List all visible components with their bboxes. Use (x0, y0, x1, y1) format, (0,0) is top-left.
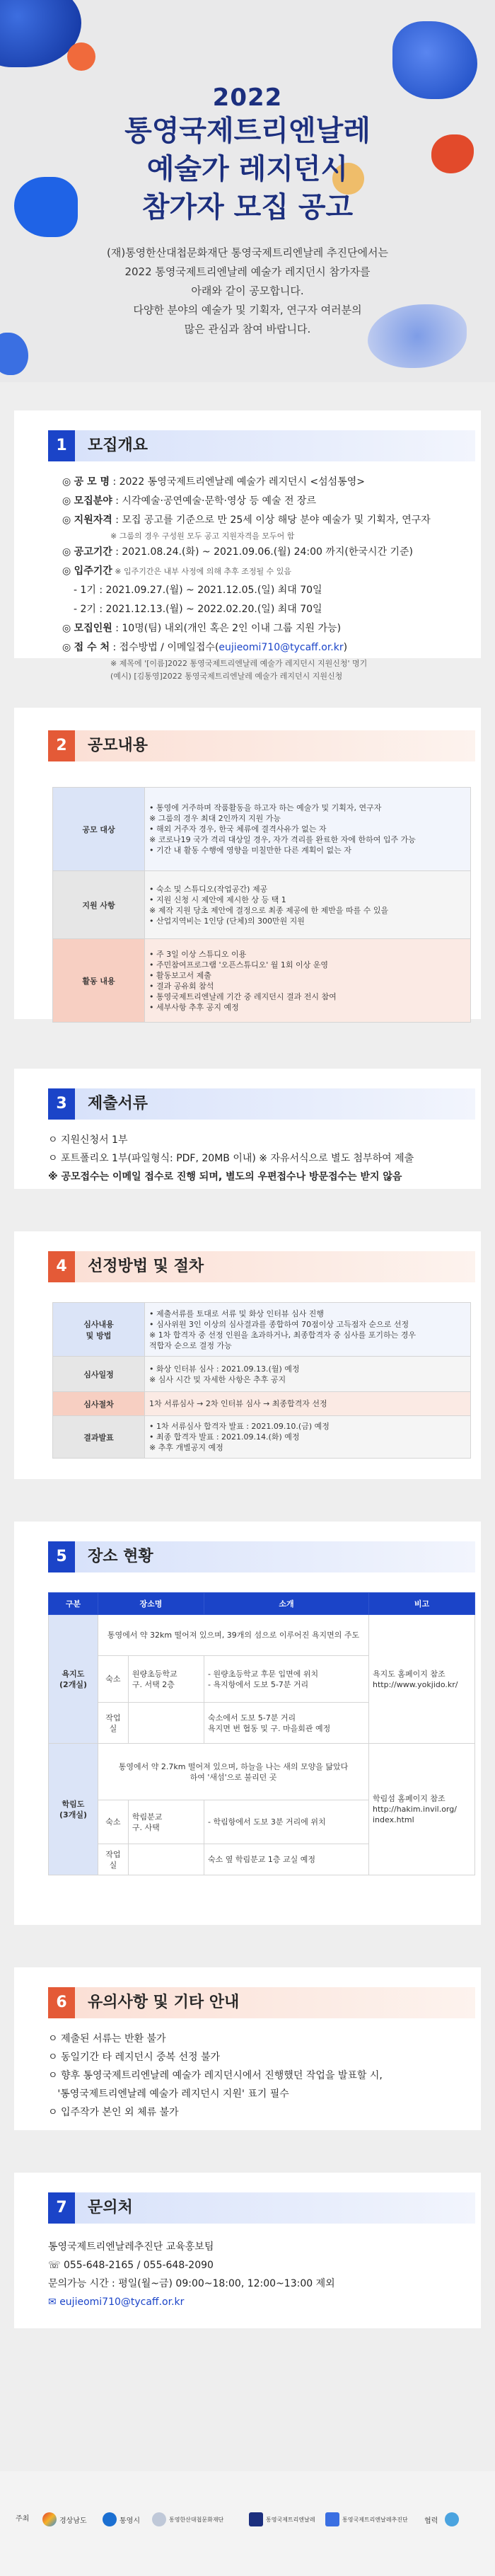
section-number: 6 (48, 1987, 75, 2018)
logo-committee (325, 2512, 408, 2526)
logo-text: 경상남도 (59, 2517, 87, 2525)
content-line: ※ 그룹의 경우 최대 2인까지 지원 가능 (149, 814, 281, 823)
note-item: '통영국제트리엔날레 예술가 레지던시 지원' 표기 필수 (48, 2088, 289, 2100)
content-line: 1차 서류심사 → 2차 인터뷰 심사 → 최종합격자 선정 (149, 1399, 327, 1408)
section-card-documents (14, 1069, 481, 1189)
notes-list (48, 2030, 472, 2122)
section-header (48, 1251, 475, 1282)
logo-text: 통영국제트리엔날레 (266, 2516, 315, 2523)
overview-item: ◎ 공고기간 : 2021.08.24.(화) ~ 2021.09.06.(월) 24:00 까지(한국시간 기준) (62, 546, 413, 558)
venue-name: 원량초등학교 구. 서택 2층 (128, 1656, 204, 1703)
section-card-selection (14, 1231, 481, 1479)
hero-intro (0, 243, 495, 339)
region-intro: 통영에서 약 32km 떨어져 있으며, 39개의 섬으로 이루어진 욕지면의 주도 (98, 1615, 369, 1656)
overview-note: (예시) [김통영]2022 통영국제트리엔날레 예술가 레지던시 지원신청 (110, 672, 343, 681)
section-card-notes (14, 1967, 481, 2130)
content-line: • 지원 신청 시 제안에 제시한 상 등 택 1 (149, 895, 286, 904)
content-line: • 산업지역비는 1인당 (단체)의 300만원 지원 (149, 916, 305, 926)
section-header (48, 730, 475, 761)
overview-item: ◎ 모집분야 : 시각예술·공연예술·문학·영상 등 예술 전 장르 (62, 495, 316, 507)
email-icon: ✉ (48, 2296, 60, 2308)
note-item: ㅇ 제출된 서류는 반환 불가 (48, 2033, 166, 2045)
column-header: 비고 (369, 1593, 475, 1615)
content-line: ※ 추후 개별공지 예정 (149, 1443, 223, 1452)
overview-note: ※ 제목에 '[이름]2022 통영국제트리엔날레 예술가 레지던시 지원신청' 명기 (110, 659, 368, 668)
partner-label-text: 협력 (424, 2517, 438, 2525)
section-title: 선정방법 및 절차 (75, 1251, 475, 1282)
contact-email-row (48, 2293, 472, 2311)
tongyeong-logo-icon (103, 2512, 117, 2526)
section-card-overview (14, 410, 481, 681)
table-row (53, 871, 471, 939)
overview-item: ◎ 공 모 명 : 2022 통영국제트리엔날레 예술가 레지던시 <섬섬통영> (62, 476, 365, 488)
overview-item: ◎ 입주기간 ※ 입주기간은 내부 사정에 의해 추후 조정될 수 있음 (62, 565, 291, 577)
row-label: 지원 사항 (53, 871, 145, 939)
email-link[interactable]: eujieomi710@tycaff.or.kr (219, 642, 344, 653)
note-item: ㅇ 향후 통영국제트리엔날레 예술가 레지던시에서 진행했던 작업을 발표할 시, (48, 2070, 383, 2081)
intro-line: 2022 통영국제트리엔날레 예술가 레지던시 참가자를 (124, 265, 371, 278)
section-header (48, 1088, 475, 1120)
venue-desc: - 원량초등학교 후문 입면에 위치 - 욕지항에서 도보 5-7분 거리 (204, 1656, 369, 1703)
content-line: • 심사위원 3인 이상의 심사결과를 종합하여 70점이상 고득점자 순으로 선정 (149, 1319, 409, 1329)
intro-line: 아래와 같이 공모합니다. (191, 284, 304, 297)
table-row (53, 788, 471, 871)
section-title: 모집개요 (75, 430, 475, 461)
host-label-text: 주최 (16, 2515, 30, 2523)
overview-item: ◎ 모집인원 : 10명(팀) 내외(개인 혹은 2인 이내 그룹 지원 가능) (62, 623, 342, 634)
hero-title-line: 통영국제트리엔날레 (124, 115, 371, 147)
venue-kind: 작업실 (98, 1844, 129, 1875)
partner-logo-icon (445, 2512, 459, 2526)
venue-name (128, 1703, 204, 1744)
section-card-contact (14, 2173, 481, 2328)
intro-line: 다양한 분야의 예술가 및 기획자, 연구자 여러분의 (133, 304, 362, 316)
venue-kind: 숙소 (98, 1656, 129, 1703)
venue-desc: 숙소 옆 학림분교 1층 교실 예정 (204, 1844, 369, 1875)
logo-text: 통영한산대첩문화재단 (169, 2516, 224, 2523)
selection-table (52, 1302, 471, 1459)
logo-text: 통영시 (120, 2517, 140, 2525)
row-label: 심사일정 (53, 1357, 145, 1392)
row-content (145, 1303, 471, 1357)
gyeongnam-logo-icon (42, 2512, 57, 2526)
row-content (145, 1416, 471, 1459)
content-line: • 주 3일 이상 스튜디오 이용 (149, 949, 247, 959)
logo-tongyeong (103, 2512, 140, 2526)
venue-name (128, 1844, 204, 1875)
partner-label (424, 2512, 459, 2526)
venue-kind: 작업실 (98, 1703, 129, 1744)
row-content (145, 1392, 471, 1416)
table-row (53, 1357, 471, 1392)
content-line: • 1차 서류심사 합격자 발표 : 2021.09.10.(금) 예정 (149, 1422, 330, 1431)
region-note: 학림섬 홈페이지 참조 http://hakim.invil.org/ index.html (369, 1744, 475, 1875)
logo-gyeongnam (42, 2512, 87, 2526)
section-title: 장소 현황 (75, 1541, 475, 1572)
row-content (145, 788, 471, 871)
column-header: 소개 (204, 1593, 369, 1615)
host-label (16, 2512, 29, 2523)
hero-year: 2022 (212, 84, 283, 112)
content-line: • 최종 합격자 발표 : 2021.09.14.(화) 예정 (149, 1432, 300, 1442)
overview-list (62, 473, 458, 683)
content-line: • 화상 인터뷰 심사 : 2021.09.13.(월) 예정 (149, 1364, 300, 1374)
hero-title-line: 예술가 레지던시 (146, 153, 349, 185)
content-line: • 통영국제트리엔날레 기간 중 레지던시 결과 전시 참여 (149, 991, 337, 1001)
row-label: 활동 내용 (53, 939, 145, 1023)
content-line: • 제출서류를 토대로 서류 및 화상 인터뷰 심사 진행 (149, 1309, 324, 1318)
content-line: • 숙소 및 스튜디오(작업공간) 제공 (149, 884, 268, 894)
contact-org: 통영국제트리엔날레추진단 교육홍보팀 (48, 2241, 214, 2253)
logo-triennale (249, 2512, 315, 2526)
venue-desc: 숙소에서 도보 5-7분 거리 욕지면 번 협동 및 구. 마을회관 예정 (204, 1703, 369, 1744)
section-title: 제출서류 (75, 1088, 475, 1120)
foundation-logo-icon (152, 2512, 166, 2526)
hero-title-line: 참가자 모집 공고 (141, 191, 354, 224)
hero-banner (0, 0, 495, 382)
section-title: 공모내용 (75, 730, 475, 761)
content-line: • 활동보고서 제출 (149, 970, 211, 980)
intro-line: (재)통영한산대첩문화재단 통영국제트리엔날레 추진단에서는 (107, 246, 388, 259)
content-line: ※ 심사 시간 및 자세한 사항은 추후 공지 (149, 1374, 286, 1384)
region-label: 학림도 (3개실) (49, 1744, 98, 1875)
contact-hours: 문의가능 시간 : 평일(월~금) 09:00~18:00, 12:00~13:00 제외 (48, 2278, 335, 2289)
row-label: 결과발표 (53, 1416, 145, 1459)
documents-list (48, 1131, 472, 1186)
section-number: 1 (48, 430, 75, 461)
section-header (48, 1541, 475, 1572)
document-item: ㅇ 지원신청서 1부 (48, 1134, 128, 1146)
content-line: • 기간 내 활동 수행에 영향을 미칠만한 다른 계획이 없는 자 (149, 846, 351, 855)
venue-kind: 숙소 (98, 1800, 129, 1844)
logo-text: 통영국제트리엔날레추진단 (342, 2516, 408, 2523)
content-table (52, 787, 471, 1023)
content-line: • 세부사항 추후 공지 예정 (149, 1002, 239, 1012)
section-title: 문의처 (75, 2192, 475, 2224)
contact-phone: ☏ 055-648-2165 / 055-648-2090 (48, 2260, 214, 2271)
overview-item: ◎ 접 수 처 : 접수방법 / 이메일접수(eujieomi710@tycaff.or.kr) (62, 642, 348, 653)
row-label: 심사절차 (53, 1392, 145, 1416)
column-header: 장소명 (98, 1593, 204, 1615)
table-row (53, 1392, 471, 1416)
table-header-row (49, 1593, 475, 1615)
content-line: ※ 1차 합격자 중 선정 인원을 초과하거나, 최종합격자 중 심사를 포기하는 경우 (149, 1330, 416, 1340)
venue-name: 학림분교 구. 사택 (128, 1800, 204, 1844)
committee-logo-icon (325, 2512, 339, 2526)
hero-title (0, 112, 495, 226)
content-line: • 해외 거주자 경우, 한국 체류에 결격사유가 없는 자 (149, 824, 327, 834)
row-content (145, 871, 471, 939)
content-line: • 주민참여프로그램 '오픈스튜디오' 월 1회 이상 운영 (149, 960, 329, 970)
column-header: 구분 (49, 1593, 98, 1615)
intro-line: 많은 관심과 참여 바랍니다. (184, 323, 311, 335)
content-line: • 결과 공유회 참석 (149, 981, 214, 991)
row-label: 공모 대상 (53, 788, 145, 871)
section-header (48, 430, 475, 461)
section-card-venues (14, 1522, 481, 1925)
contact-list (48, 2238, 472, 2311)
document-item: ㅇ 포트폴리오 1부(파일형식: PDF, 20MB 이내) ※ 자유서식으로 별도 첨부하여 제출 (48, 1153, 414, 1164)
venue-table (48, 1592, 475, 1875)
section-header (48, 1987, 475, 2018)
row-content (145, 939, 471, 1023)
table-row (53, 1416, 471, 1459)
triennale-logo-icon (249, 2512, 263, 2526)
overview-item: ◎ 지원자격 : 모집 공고를 기준으로 만 25세 이상 해당 분야 예술가 및 기획자, 연구자 (62, 514, 431, 526)
section-number: 7 (48, 2192, 75, 2224)
section-number: 3 (48, 1088, 75, 1120)
table-row (49, 1615, 475, 1656)
section-number: 5 (48, 1541, 75, 1572)
overview-period: - 2기 : 2021.12.13.(월) ~ 2022.02.20.(일) 최대 70일 (74, 604, 322, 615)
overview-note: ※ 그룹의 경우 구성원 모두 공고 지원자격을 모두어 함 (110, 531, 295, 541)
table-row (53, 939, 471, 1023)
row-label: 심사내용 및 방법 (53, 1303, 145, 1357)
content-line: ※ 제작 지원 당초 제안에 결정으로 최종 제공에 한 제반을 따를 수 있을 (149, 905, 389, 915)
overview-period: - 1기 : 2021.09.27.(월) ~ 2021.12.05.(일) 최대 70일 (74, 585, 322, 596)
contact-email-link[interactable]: eujieomi710@tycaff.or.kr (59, 2296, 185, 2308)
note-item: ㅇ 동일기간 타 레지던시 중복 선정 불가 (48, 2052, 221, 2063)
region-note: 욕지도 홈페이지 참조 http://www.yokjido.kr/ (369, 1615, 475, 1744)
footer (0, 2471, 495, 2576)
logo-foundation (152, 2512, 223, 2526)
venue-desc: - 학림항에서 도보 3분 거리에 위치 (204, 1800, 369, 1844)
section-number: 2 (48, 730, 75, 761)
note-item: ㅇ 입주작가 본인 외 체류 불가 (48, 2107, 179, 2118)
content-line: 적합자 순으로 결정 가능 (149, 1340, 232, 1350)
section-title: 유의사항 및 기타 안내 (75, 1987, 475, 2018)
section-number: 4 (48, 1251, 75, 1282)
table-row (49, 1744, 475, 1800)
document-note: ※ 공모접수는 이메일 접수로 진행 되며, 별도의 우편접수나 방문접수는 받지 않음 (48, 1171, 402, 1183)
decor-blob (0, 333, 28, 375)
region-intro: 통영에서 약 2.7km 떨어져 있으며, 하늘을 나는 새의 모양을 닮았다 하여 '새섬'으로 불리던 곳 (98, 1744, 369, 1800)
region-label: 욕지도 (2개실) (49, 1615, 98, 1744)
content-line: ※ 코로나19 국가 격리 대상일 경우, 자가 격리를 완료한 자에 한하여 입주 가능 (149, 835, 416, 844)
table-row (53, 1303, 471, 1357)
section-card-content (14, 708, 481, 1019)
content-line: • 통영에 거주하며 작품활동을 하고자 하는 예술가 및 기획자, 연구자 (149, 803, 382, 812)
section-header (48, 2192, 475, 2224)
row-content (145, 1357, 471, 1392)
